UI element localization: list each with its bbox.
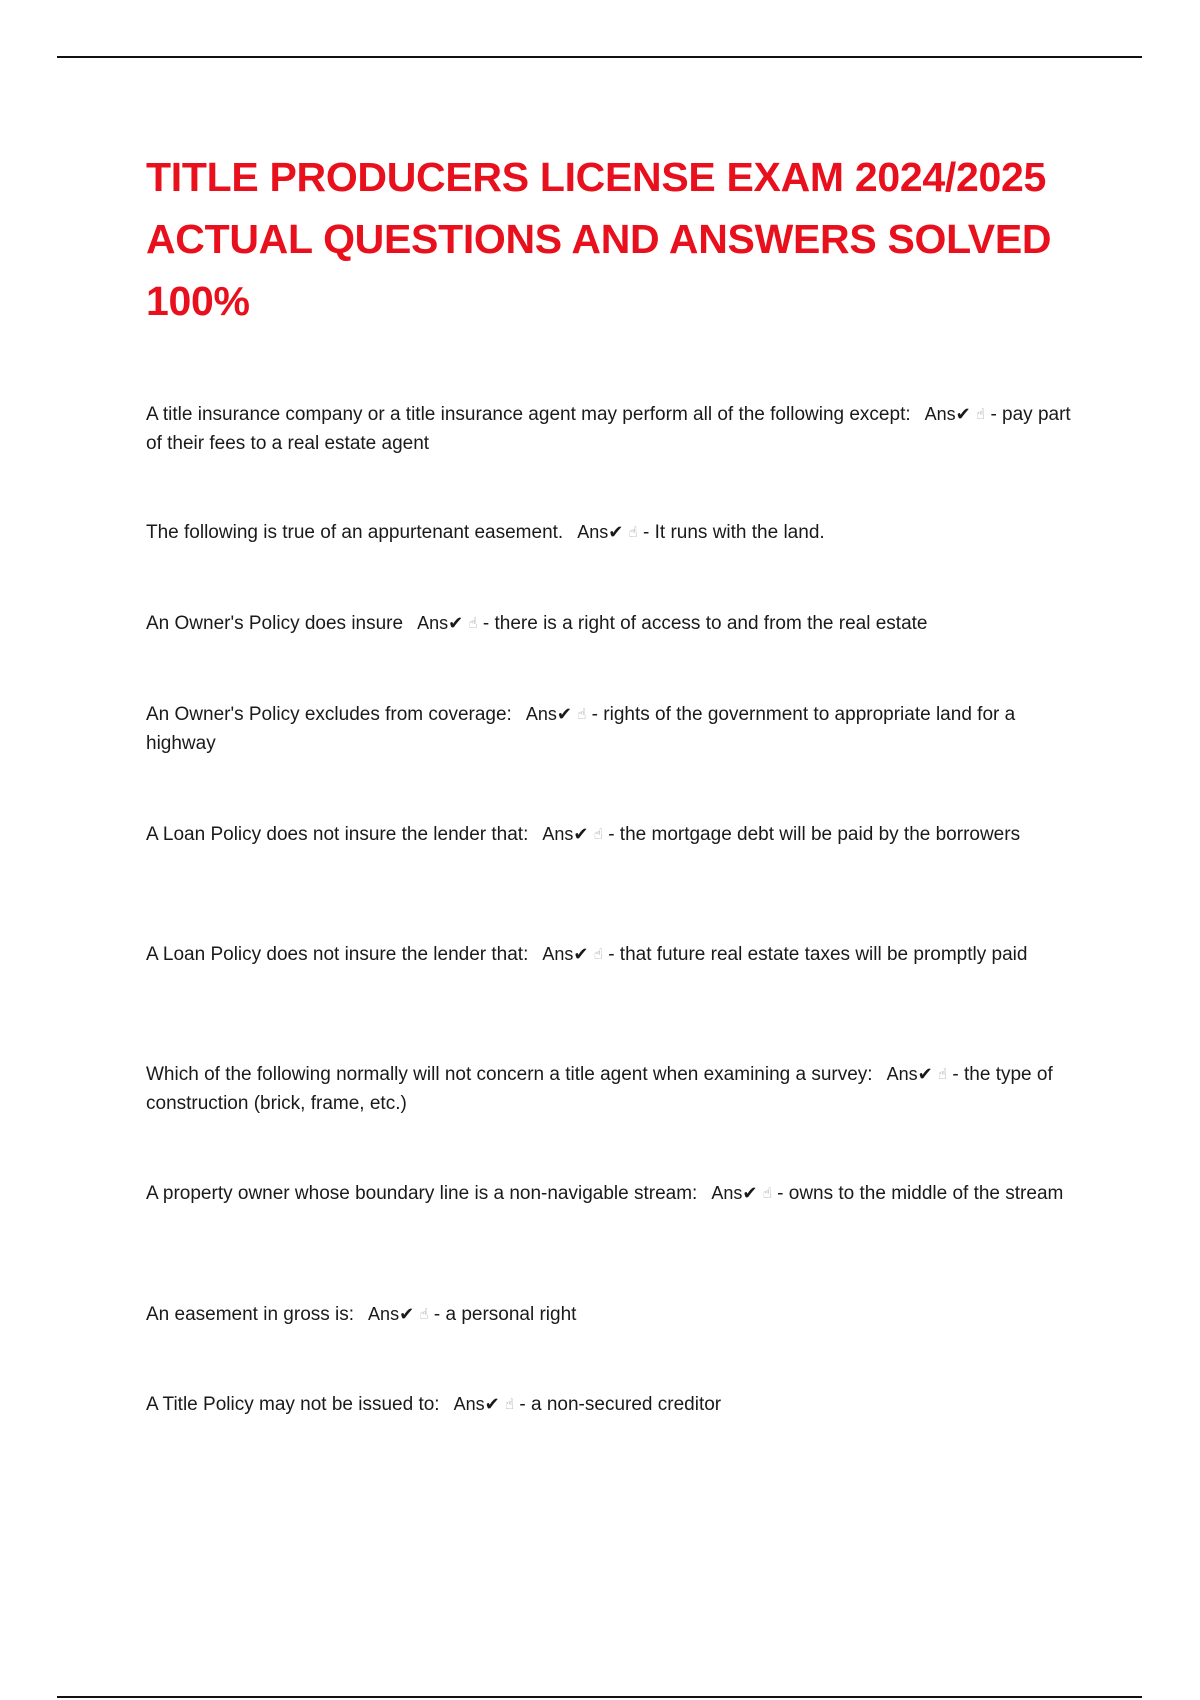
answer-separator: - [519,1394,526,1415]
qa-item [146,1179,1086,1208]
question-text: An Owner's Policy excludes from coverage: [146,704,512,725]
top-rule [57,56,1142,58]
bottom-rule [57,1696,1142,1698]
answer-separator: - [482,613,490,634]
question-text: Which of the following normally will not concern a title agent when examining a survey: [146,1064,873,1085]
question-text: The following is true of an appurtenant easement. [146,522,564,543]
answer-text: It runs with the land. [654,522,825,543]
pointing-hand-icon: ☝ [628,524,638,541]
question-text: A title insurance company or a title insurance agent may perform all of the following except: [146,404,911,425]
answer-text: there is a right of access to and from the real estate [494,613,928,634]
answer-separator: - [591,704,598,725]
pointing-hand-icon: ☝ [468,615,478,632]
pointing-hand-icon: ☝ [593,946,603,963]
qa-item [146,940,1086,969]
answer-prefix: Ans✔ [453,1394,500,1414]
pointing-hand-icon: ☝ [976,406,986,423]
answer-text: rights of the government to appropriate land for a highway [146,704,1016,754]
answer-separator: - [777,1183,784,1204]
answer-prefix: Ans✔ [417,613,464,633]
qa-item [146,400,1086,458]
qa-item [146,1060,1086,1118]
answer-separator: - [433,1304,441,1325]
qa-item [146,700,1086,758]
answer-separator: - [608,824,615,845]
document-title: TITLE PRODUCERS LICENSE EXAM 2024/2025 ACTUAL QUESTIONS AND ANSWERS SOLVED 100% [146,154,1052,324]
question-text: A Loan Policy does not insure the lender that: [146,944,529,965]
question-text: A Title Policy may not be issued to: [146,1394,440,1415]
qa-item [146,820,1086,849]
answer-text: a non-secured creditor [531,1394,722,1415]
answer-text: the type of construction (brick, frame, etc.) [146,1064,1053,1114]
answer-prefix: Ans✔ [924,404,971,424]
answer-text: pay part of their fees to a real estate agent [146,404,1071,454]
answer-prefix: Ans✔ [542,824,589,844]
pointing-hand-icon: ☝ [577,706,587,723]
answer-separator: - [608,944,615,965]
qa-item [146,1390,1086,1419]
pointing-hand-icon: ☝ [419,1306,429,1323]
question-text: An Owner's Policy does insure [146,613,404,634]
pointing-hand-icon: ☝ [593,826,603,843]
qa-item [146,1300,1086,1329]
answer-prefix: Ans✔ [525,704,572,724]
answer-text: owns to the middle of the stream [788,1183,1064,1204]
qa-item [146,609,1086,638]
answer-text: the mortgage debt will be paid by the borrowers [619,824,1021,845]
question-text: A Loan Policy does not insure the lender that: [146,824,529,845]
question-text: A property owner whose boundary line is a non-navigable stream: [146,1183,698,1204]
question-text: An easement in gross is: [146,1304,355,1325]
answer-prefix: Ans✔ [368,1304,415,1324]
pointing-hand-icon: ☝ [762,1185,772,1202]
pointing-hand-icon: ☝ [937,1066,948,1083]
answer-text: that future real estate taxes will be promptly paid [619,944,1028,965]
pointing-hand-icon: ☝ [504,1396,515,1413]
qa-item [146,518,1086,547]
answer-prefix: Ans✔ [542,944,589,964]
answer-prefix: Ans✔ [577,522,624,542]
answer-text: a personal right [445,1304,577,1325]
answer-separator: - [990,404,997,425]
answer-prefix: Ans✔ [711,1183,758,1203]
answer-separator: - [643,522,650,543]
answer-prefix: Ans✔ [886,1064,933,1084]
answer-separator: - [952,1064,959,1085]
